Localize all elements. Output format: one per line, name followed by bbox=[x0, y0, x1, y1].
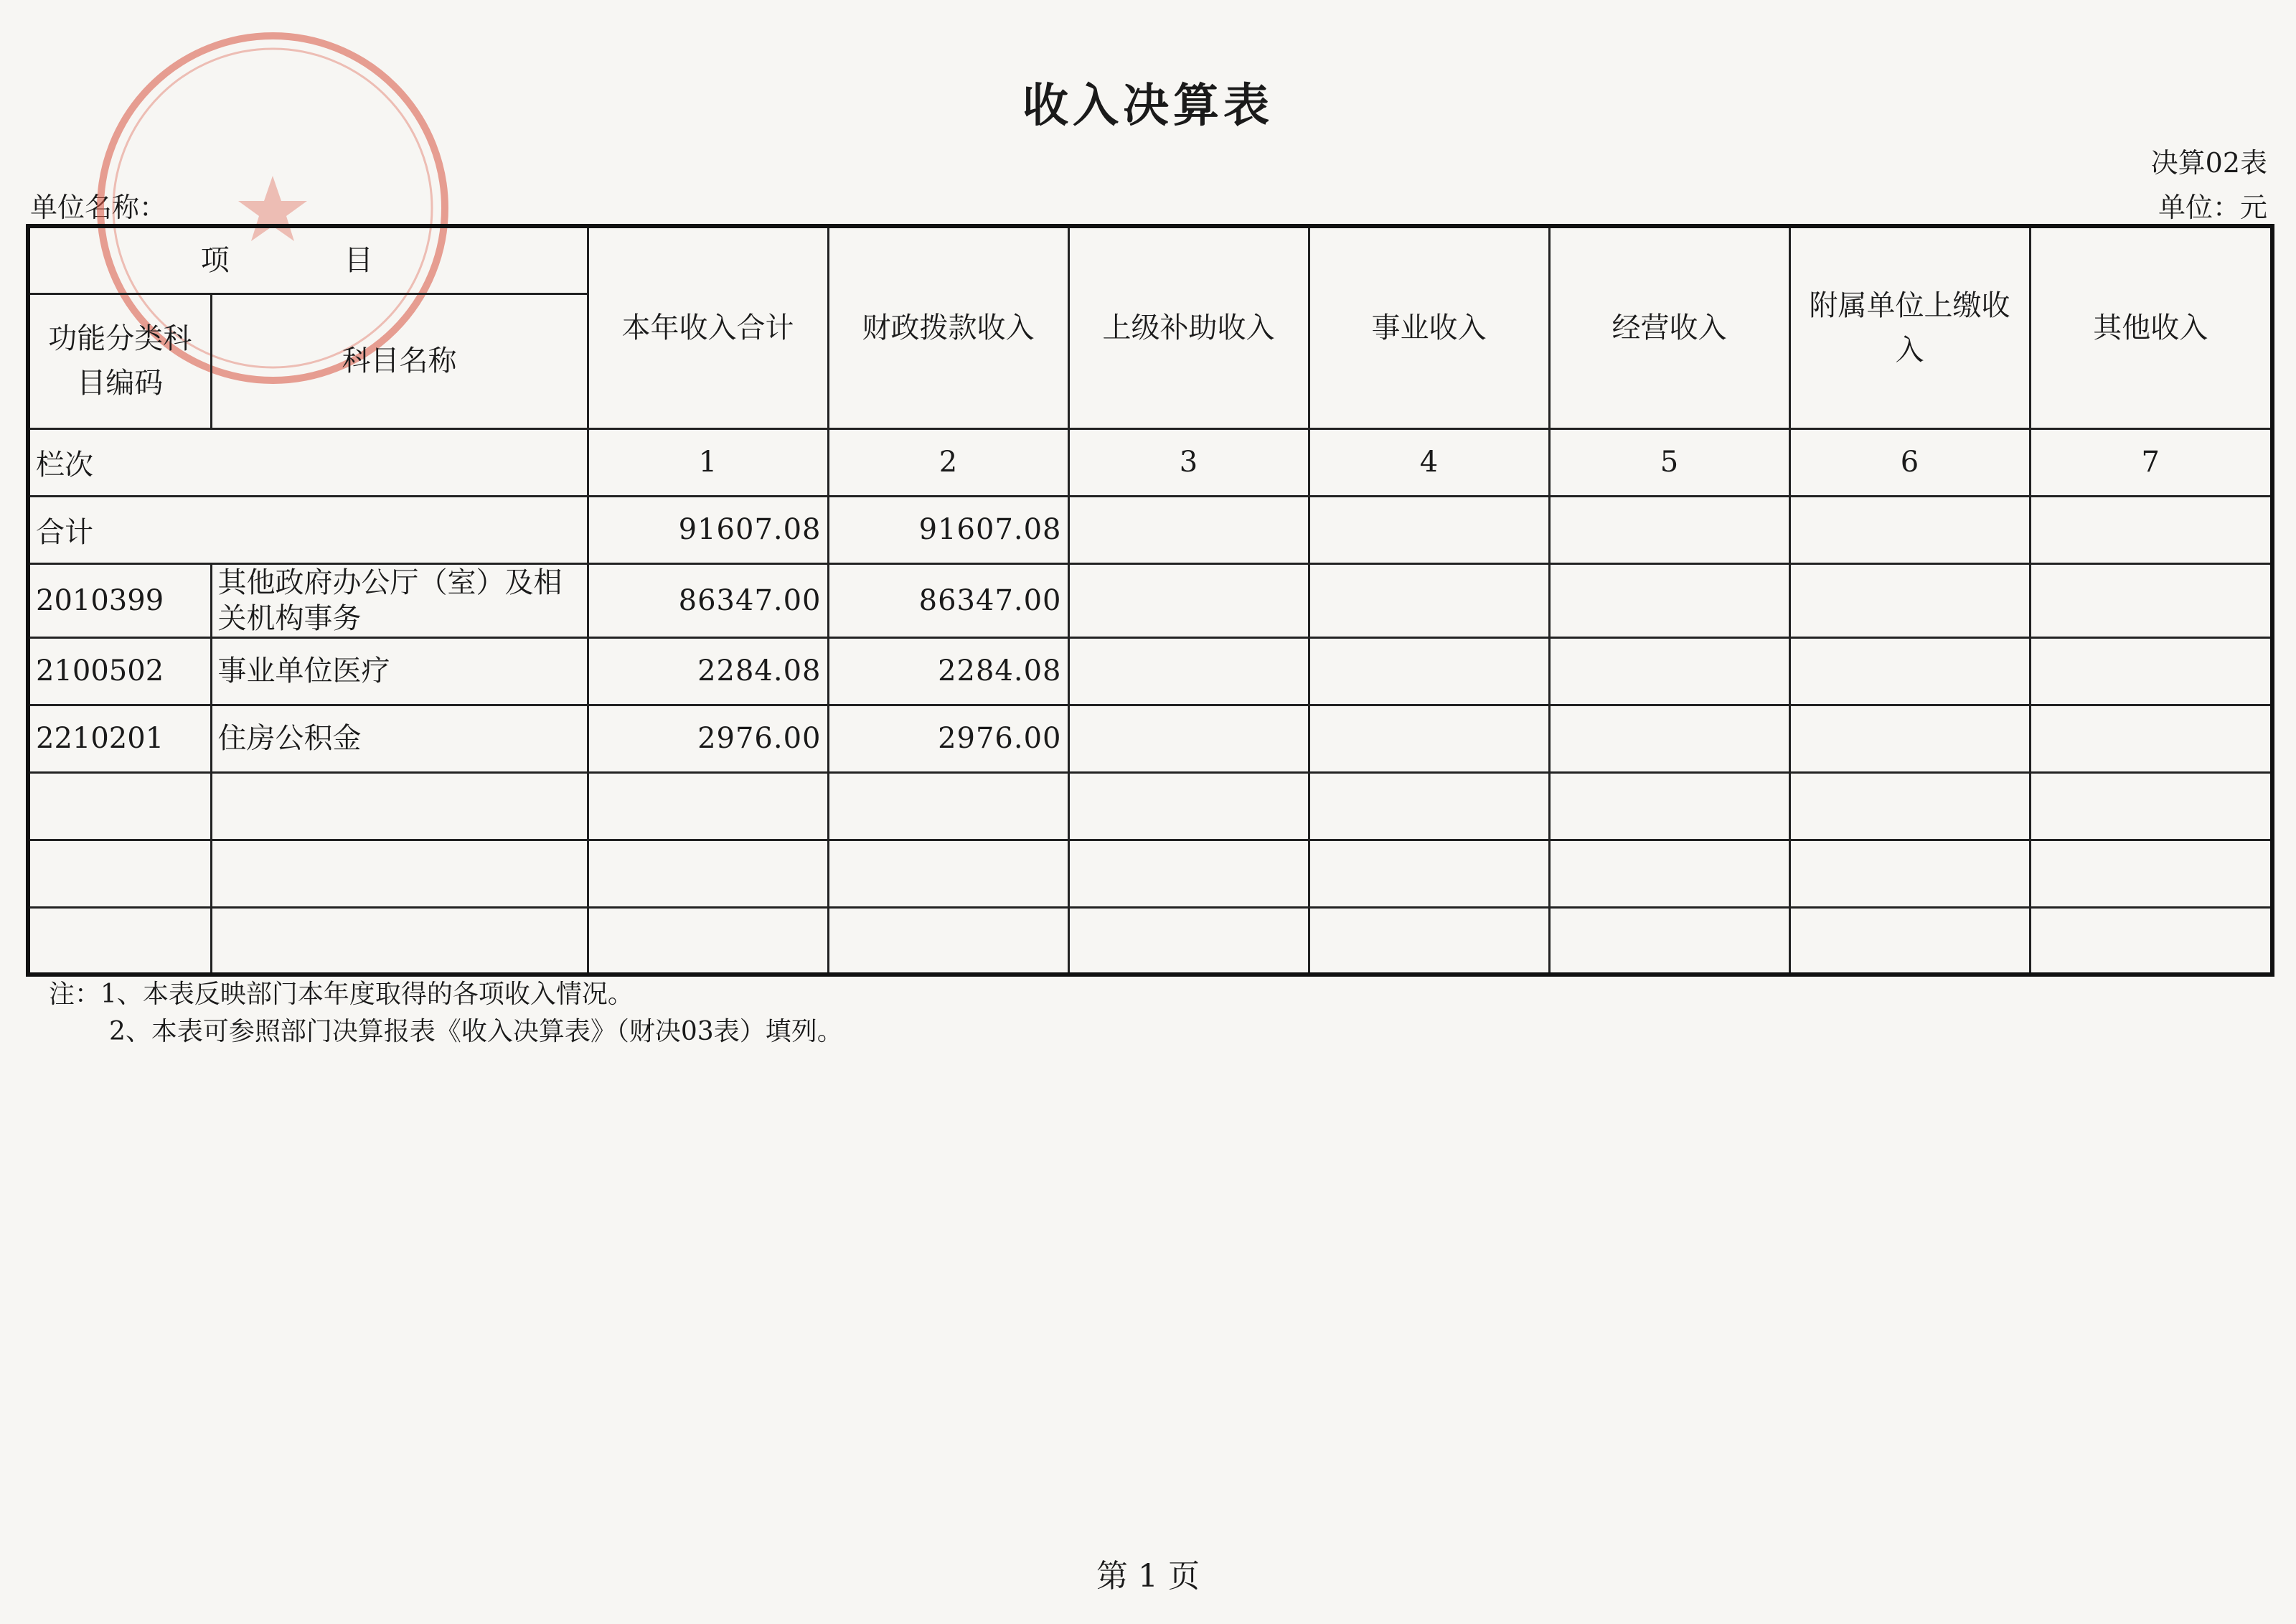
col-header-fiscal: 财政拨款收入 bbox=[828, 226, 1068, 428]
value-cell bbox=[1549, 637, 1789, 705]
col-number: 2 bbox=[828, 428, 1068, 496]
empty-cell bbox=[2030, 840, 2272, 907]
empty-cell bbox=[211, 907, 588, 975]
col-number: 6 bbox=[1789, 428, 2030, 496]
func-code-cell: 2100502 bbox=[28, 637, 211, 705]
empty-cell bbox=[828, 907, 1068, 975]
value-cell: 2284.08 bbox=[828, 637, 1068, 705]
subject-name-cell: 事业单位医疗 bbox=[211, 637, 588, 705]
empty-cell bbox=[28, 907, 211, 975]
empty-cell bbox=[1068, 907, 1309, 975]
value-cell bbox=[1309, 637, 1549, 705]
value-cell: 2284.08 bbox=[588, 637, 828, 705]
header-subject-name: 科目名称 bbox=[211, 294, 588, 428]
footnotes bbox=[49, 976, 843, 1051]
empty-cell bbox=[2030, 907, 2272, 975]
value-cell bbox=[1789, 563, 2030, 637]
total-cell bbox=[1309, 496, 1549, 563]
currency-unit: 单位：元 bbox=[2158, 192, 2267, 223]
value-cell bbox=[1309, 563, 1549, 637]
value-cell: 2976.00 bbox=[588, 705, 828, 772]
empty-cell bbox=[1068, 772, 1309, 840]
col-header-operating: 经营收入 bbox=[1549, 226, 1789, 428]
empty-cell bbox=[1549, 772, 1789, 840]
value-cell bbox=[1789, 705, 2030, 772]
empty-row bbox=[28, 907, 2272, 975]
value-cell bbox=[1549, 563, 1789, 637]
empty-cell bbox=[588, 772, 828, 840]
total-cell bbox=[1549, 496, 1789, 563]
empty-row bbox=[28, 840, 2272, 907]
empty-cell bbox=[1549, 840, 1789, 907]
col-header-business: 事业收入 bbox=[1309, 226, 1549, 428]
value-cell: 86347.00 bbox=[588, 563, 828, 637]
col-number: 5 bbox=[1549, 428, 1789, 496]
empty-cell bbox=[588, 907, 828, 975]
col-header-total: 本年收入合计 bbox=[588, 226, 828, 428]
empty-cell bbox=[1549, 907, 1789, 975]
header-func-code: 功能分类科目编码 bbox=[28, 294, 211, 428]
col-header-superior-subsidy: 上级补助收入 bbox=[1068, 226, 1309, 428]
empty-cell bbox=[28, 840, 211, 907]
table-row bbox=[28, 563, 2272, 637]
value-cell bbox=[1068, 563, 1309, 637]
col-number: 1 bbox=[588, 428, 828, 496]
value-cell: 2976.00 bbox=[828, 705, 1068, 772]
col-number: 3 bbox=[1068, 428, 1309, 496]
empty-cell bbox=[1789, 840, 2030, 907]
total-cell bbox=[1789, 496, 2030, 563]
note-2: 2、本表可参照部门决算报表《收入决算表》（财决03表）填列。 bbox=[109, 1017, 843, 1046]
page-number: 第 1 页 bbox=[1096, 1558, 1200, 1595]
total-label: 合计 bbox=[28, 496, 588, 563]
empty-cell bbox=[1068, 840, 1309, 907]
row-seq-label: 栏次 bbox=[28, 428, 588, 496]
total-cell: 91607.08 bbox=[828, 496, 1068, 563]
subject-name-cell: 其他政府办公厅（室）及相关机构事务 bbox=[211, 563, 588, 637]
empty-cell bbox=[1789, 907, 2030, 975]
total-row bbox=[28, 496, 2272, 563]
form-number: 决算02表 bbox=[2150, 147, 2267, 179]
value-cell bbox=[1789, 637, 2030, 705]
subject-name-cell: 住房公积金 bbox=[211, 705, 588, 772]
value-cell: 86347.00 bbox=[828, 563, 1068, 637]
col-header-other: 其他收入 bbox=[2030, 226, 2272, 428]
func-code-cell: 2210201 bbox=[28, 705, 211, 772]
empty-cell bbox=[1309, 907, 1549, 975]
value-cell bbox=[2030, 637, 2272, 705]
empty-cell bbox=[28, 772, 211, 840]
page-title: 收入决算表 bbox=[1022, 79, 1274, 133]
header-item: 项 目 bbox=[28, 226, 588, 294]
empty-cell bbox=[828, 840, 1068, 907]
empty-cell bbox=[211, 772, 588, 840]
empty-row bbox=[28, 772, 2272, 840]
value-cell bbox=[1068, 637, 1309, 705]
empty-cell bbox=[211, 840, 588, 907]
income-table bbox=[26, 224, 2274, 977]
total-cell bbox=[2030, 496, 2272, 563]
table-row bbox=[28, 637, 2272, 705]
value-cell bbox=[1309, 705, 1549, 772]
col-number: 4 bbox=[1309, 428, 1549, 496]
col-number: 7 bbox=[2030, 428, 2272, 496]
func-code-cell: 2010399 bbox=[28, 563, 211, 637]
empty-cell bbox=[2030, 772, 2272, 840]
empty-cell bbox=[1309, 840, 1549, 907]
value-cell bbox=[2030, 563, 2272, 637]
value-cell bbox=[1068, 705, 1309, 772]
empty-cell bbox=[588, 840, 828, 907]
note-1: 注：1、本表反映部门本年度取得的各项收入情况。 bbox=[49, 980, 634, 1009]
value-cell bbox=[1549, 705, 1789, 772]
value-cell bbox=[2030, 705, 2272, 772]
org-name-label: 单位名称： bbox=[30, 192, 167, 223]
col-header-affiliate: 附属单位上缴收入 bbox=[1789, 226, 2030, 428]
empty-cell bbox=[828, 772, 1068, 840]
total-cell bbox=[1068, 496, 1309, 563]
empty-cell bbox=[1789, 772, 2030, 840]
total-cell: 91607.08 bbox=[588, 496, 828, 563]
empty-cell bbox=[1309, 772, 1549, 840]
table-row bbox=[28, 705, 2272, 772]
